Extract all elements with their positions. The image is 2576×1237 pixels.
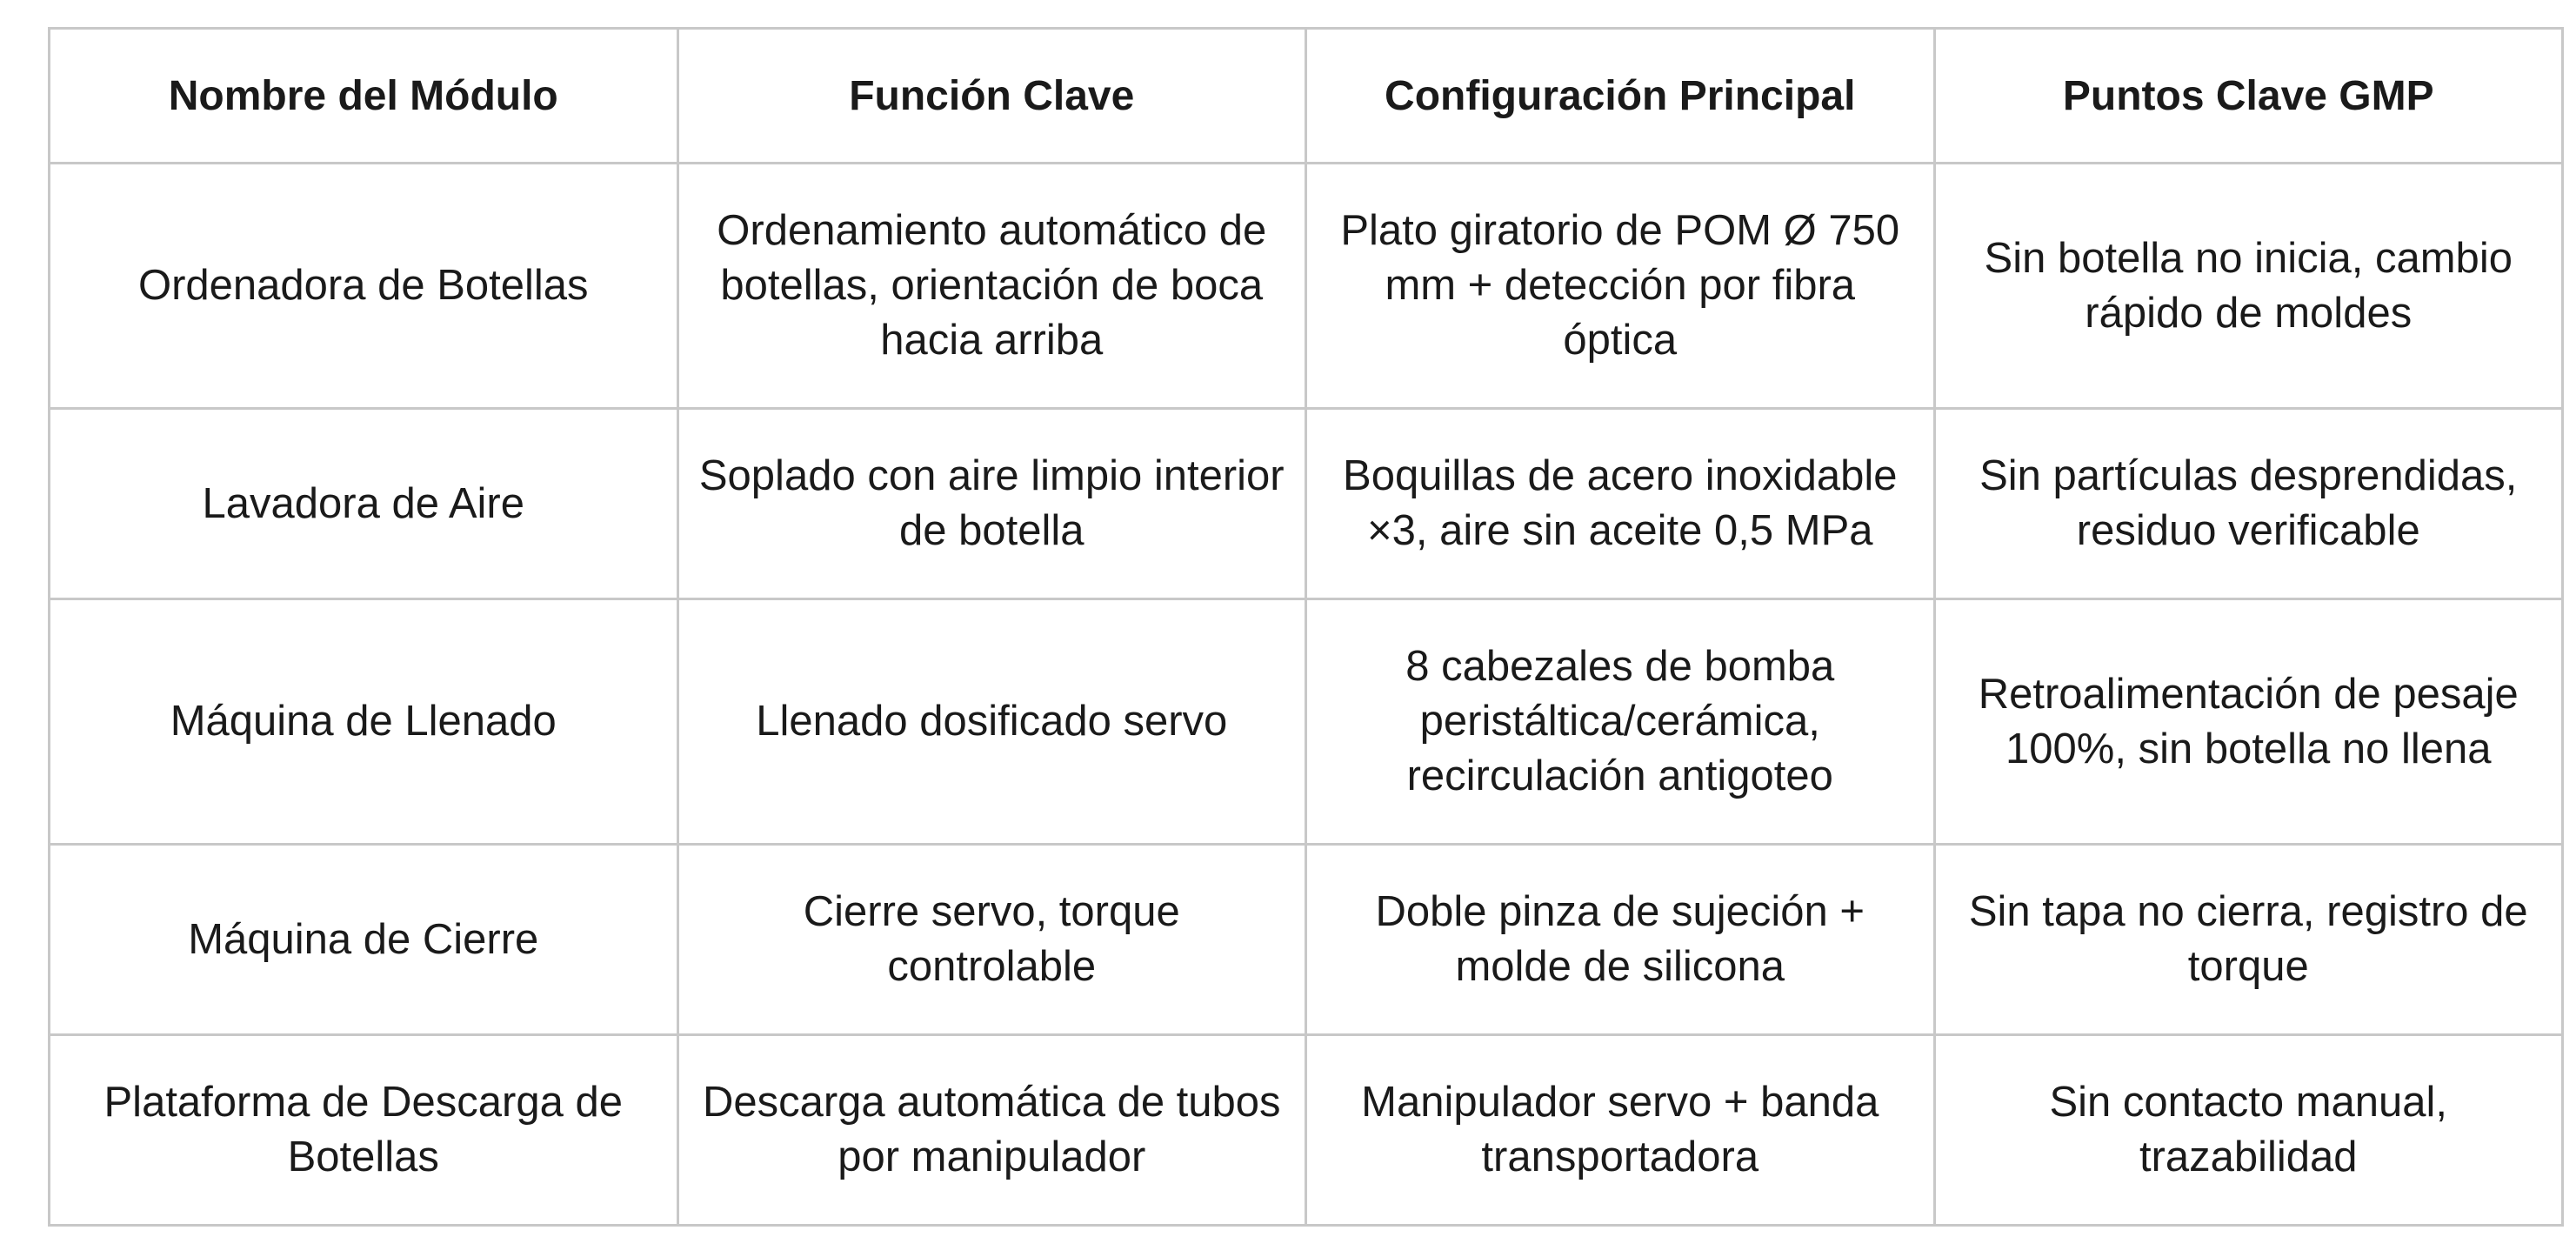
cell-main-configuration: Manipulador servo + banda transportadora — [1306, 1035, 1935, 1226]
cell-key-function: Llenado dosificado servo — [677, 599, 1306, 845]
module-table-container — [48, 27, 2561, 1224]
cell-gmp-key-points: Sin tapa no cierra, registro de torque — [1934, 845, 2563, 1035]
header-main-configuration: Configuración Principal — [1306, 29, 1935, 164]
table-row — [50, 409, 2563, 599]
cell-module-name: Ordenadora de Botellas — [50, 164, 678, 409]
cell-gmp-key-points: Sin contacto manual, trazabilidad — [1934, 1035, 2563, 1226]
cell-key-function: Cierre servo, torque controlable — [677, 845, 1306, 1035]
cell-key-function: Soplado con aire limpio interior de botella — [677, 409, 1306, 599]
cell-main-configuration: Boquillas de acero inoxidable ×3, aire sin aceite 0,5 MPa — [1306, 409, 1935, 599]
header-key-function: Función Clave — [677, 29, 1306, 164]
table-row — [50, 164, 2563, 409]
cell-module-name: Máquina de Llenado — [50, 599, 678, 845]
table-header-row — [50, 29, 2563, 164]
header-module-name: Nombre del Módulo — [50, 29, 678, 164]
cell-main-configuration: Plato giratorio de POM Ø 750 mm + detección por fibra óptica — [1306, 164, 1935, 409]
cell-module-name: Plataforma de Descarga de Botellas — [50, 1035, 678, 1226]
table-row — [50, 1035, 2563, 1226]
cell-module-name: Lavadora de Aire — [50, 409, 678, 599]
cell-module-name: Máquina de Cierre — [50, 845, 678, 1035]
cell-gmp-key-points: Sin botella no inicia, cambio rápido de moldes — [1934, 164, 2563, 409]
cell-main-configuration: 8 cabezales de bomba peristáltica/cerámica, recirculación antigoteo — [1306, 599, 1935, 845]
cell-main-configuration: Doble pinza de sujeción + molde de silicona — [1306, 845, 1935, 1035]
cell-key-function: Ordenamiento automático de botellas, orientación de boca hacia arriba — [677, 164, 1306, 409]
header-gmp-key-points: Puntos Clave GMP — [1934, 29, 2563, 164]
module-table — [48, 27, 2564, 1227]
table-row — [50, 845, 2563, 1035]
table-row — [50, 599, 2563, 845]
cell-gmp-key-points: Retroalimentación de pesaje 100%, sin botella no llena — [1934, 599, 2563, 845]
cell-gmp-key-points: Sin partículas desprendidas, residuo verificable — [1934, 409, 2563, 599]
cell-key-function: Descarga automática de tubos por manipulador — [677, 1035, 1306, 1226]
